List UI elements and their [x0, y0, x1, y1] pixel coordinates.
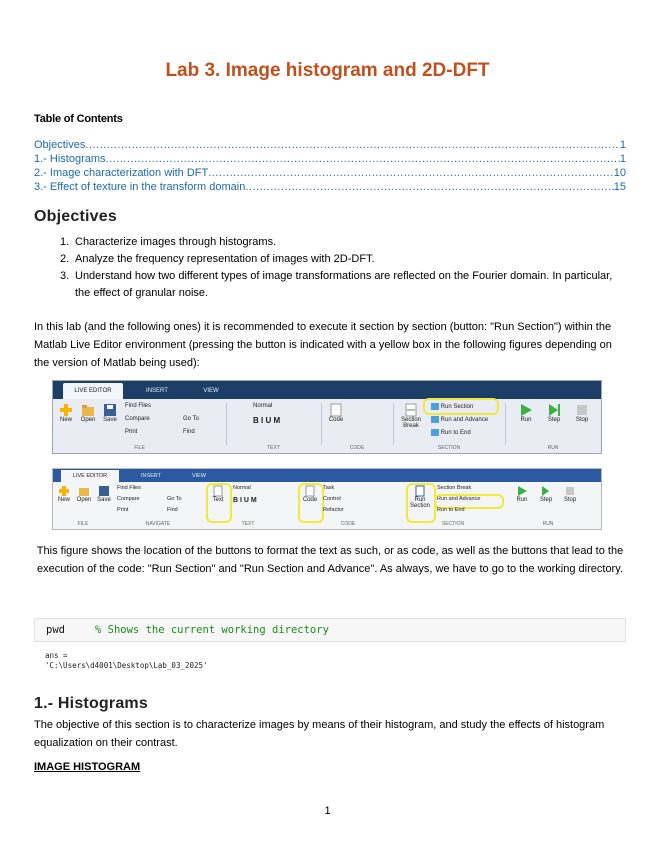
- code-button: Code: [301, 485, 319, 503]
- goto-item: Go To: [183, 416, 199, 422]
- section1-heading: 1.- Histograms: [34, 695, 148, 712]
- group-label-text: TEXT: [241, 521, 255, 527]
- code-button: Code: [327, 403, 345, 423]
- find-files-item: Find Files: [125, 403, 152, 409]
- step-icon: [547, 403, 561, 417]
- normal-style-item: Normal: [233, 485, 251, 491]
- group-label-navigate: NAVIGATE: [145, 521, 171, 527]
- code-block[interactable]: [34, 618, 626, 642]
- toc-leader-dots: [208, 167, 614, 179]
- find-item: Find: [183, 429, 195, 435]
- text-button-highlight: [206, 483, 232, 523]
- save-button: Save: [95, 485, 113, 503]
- group-label-run: RUN: [547, 445, 559, 451]
- code-comment: % Shows the current working directory: [95, 624, 329, 636]
- text-format-buttons: B I U M: [233, 497, 257, 504]
- toc-leader-dots: [106, 153, 620, 165]
- folder-icon: [81, 403, 95, 417]
- run-section-highlight: [406, 483, 436, 523]
- text-format-buttons: B I U M: [253, 416, 281, 425]
- tab-insert: INSERT: [140, 473, 162, 479]
- stop-icon: [575, 403, 589, 417]
- list-number: 2.: [60, 253, 70, 265]
- normal-style-item: Normal: [253, 403, 273, 409]
- stop-button: Stop: [561, 485, 579, 503]
- tab-view: VIEW: [191, 473, 207, 479]
- run-to-end-item: Run to End: [437, 507, 465, 513]
- toc-entry-histograms[interactable]: [34, 151, 626, 165]
- step-button: Step: [543, 403, 565, 423]
- run-button: Run: [515, 403, 537, 423]
- toc-entry-label: 2.- Image characterization with DFT: [34, 167, 209, 179]
- find-files-item: Find Files: [117, 485, 141, 491]
- group-label-file: FILE: [134, 445, 145, 451]
- stop-icon: [564, 485, 576, 497]
- page-number: 1: [324, 805, 331, 817]
- toc-leader-dots: [245, 181, 613, 193]
- list-text: Analyze the frequency representation of images with 2D-DFT.: [75, 253, 375, 265]
- text-button: Text: [209, 485, 227, 503]
- tab-live-editor: LIVE EDITOR: [63, 383, 123, 399]
- group-label-code: CODE: [340, 521, 356, 527]
- run-to-end-item: Run to End: [431, 429, 471, 436]
- run-button: Run: [513, 485, 531, 503]
- run-section-item: Run Section: [431, 403, 473, 410]
- play-icon: [519, 403, 533, 417]
- print-item: Print: [117, 507, 129, 513]
- tab-live-editor: LIVE EDITOR: [61, 470, 119, 482]
- group-label-run: RUN: [542, 521, 554, 527]
- code-icon: [330, 403, 342, 417]
- toc-entry-page: 1: [619, 153, 626, 165]
- run-to-end-icon: [431, 429, 439, 436]
- document-title: Lab 3. Image histogram and 2D-DFT: [165, 60, 490, 81]
- new-button: New: [57, 403, 75, 423]
- run-and-advance-icon: [431, 416, 439, 423]
- toc-entry-label: Objectives: [34, 139, 86, 151]
- intro-paragraph: In this lab (and the following ones) it is recommended to execute it section by section (button: "Run Section") within the Matlab Live Editor environment (pressing the button is indicated with a yellow box in the following figures depending on the version of Matlab being used):: [34, 321, 612, 369]
- ribbon-tabbar: [53, 381, 601, 399]
- list-text: Understand how two different types of image transformations are reflected on the Fourier domain. In particular, the effect of granular noise.: [75, 270, 613, 299]
- new-button: New: [55, 485, 73, 503]
- control-item: Control: [323, 496, 341, 502]
- toc-entry-label: 1.- Histograms: [34, 153, 106, 165]
- ribbon-screenshot-1: [52, 380, 602, 454]
- run-section-button: Run Section: [409, 485, 431, 509]
- list-number: 3.: [60, 270, 70, 282]
- play-icon: [516, 485, 528, 497]
- task-item: Task: [323, 485, 335, 491]
- output-line-1: ans =: [45, 651, 68, 660]
- objectives-heading: Objectives: [34, 208, 117, 225]
- run-section-highlight: [423, 398, 499, 415]
- toc-entry-dft[interactable]: [34, 165, 626, 179]
- image-histogram-subheading: IMAGE HISTOGRAM: [34, 761, 141, 773]
- section-break-button: Section Break: [398, 403, 424, 429]
- group-label-section: SECTION: [437, 445, 461, 451]
- open-button: Open: [75, 485, 93, 503]
- folder-icon: [78, 485, 90, 497]
- save-icon: [103, 403, 117, 417]
- save-button: Save: [101, 403, 119, 423]
- section-break-item: Section Break: [437, 485, 472, 491]
- output-line-2: 'C:\Users\d4001\Desktop\Lab_03_2025': [45, 661, 208, 670]
- group-label-code: CODE: [349, 445, 365, 451]
- step-button: Step: [537, 485, 555, 503]
- figure-caption: This figure shows the location of the buttons to format the text as such, or as code, as well as the buttons that lead to the execution of the code: "Run Section" and "Run Section and Advance". As always, we have to go to the working directory.: [36, 545, 624, 575]
- section1-paragraph: The objective of this section is to characterize images by means of their histogram, and study the effects of histogram equalization on their contrast.: [34, 719, 605, 749]
- toc-entry-label: 3.- Effect of texture in the transform domain: [34, 181, 246, 193]
- group-label-section: SECTION: [441, 521, 465, 527]
- toc-entry-page: 1: [619, 139, 626, 151]
- toc-entry-page: 10: [613, 167, 626, 179]
- tab-insert: INSERT: [146, 388, 168, 394]
- refactor-item: Refactor: [323, 507, 344, 513]
- toc-entry-objectives[interactable]: [34, 137, 626, 151]
- goto-item: Go To: [167, 496, 182, 502]
- save-icon: [98, 485, 110, 497]
- new-icon: [58, 485, 70, 497]
- print-item: Print: [125, 429, 138, 435]
- toc-entry-texture[interactable]: [34, 179, 626, 193]
- list-text: Characterize images through histograms.: [75, 236, 277, 248]
- tab-view: VIEW: [203, 388, 219, 394]
- stop-button: Stop: [571, 403, 593, 423]
- open-button: Open: [79, 403, 97, 423]
- compare-item: Compare: [117, 496, 140, 502]
- group-label-file: FILE: [77, 521, 89, 527]
- list-number: 1.: [60, 236, 70, 248]
- toc-entry-page: 15: [613, 181, 626, 193]
- find-item: Find: [167, 507, 178, 513]
- toc-leader-dots: [85, 139, 620, 151]
- run-and-advance-item: Run and Advance: [437, 496, 481, 502]
- new-icon: [59, 403, 73, 417]
- step-icon: [540, 485, 552, 497]
- code-command: pwd: [46, 624, 65, 636]
- objectives-list: [60, 234, 625, 304]
- code-button-highlight: [298, 483, 324, 523]
- group-label-text: TEXT: [267, 445, 280, 451]
- toc-heading: Table of Contents: [34, 113, 123, 125]
- compare-item: Compare: [125, 416, 150, 422]
- run-and-advance-item: Run and Advance: [431, 416, 488, 423]
- ribbon-screenshot-2: [52, 468, 602, 530]
- section-break-icon: [405, 403, 417, 417]
